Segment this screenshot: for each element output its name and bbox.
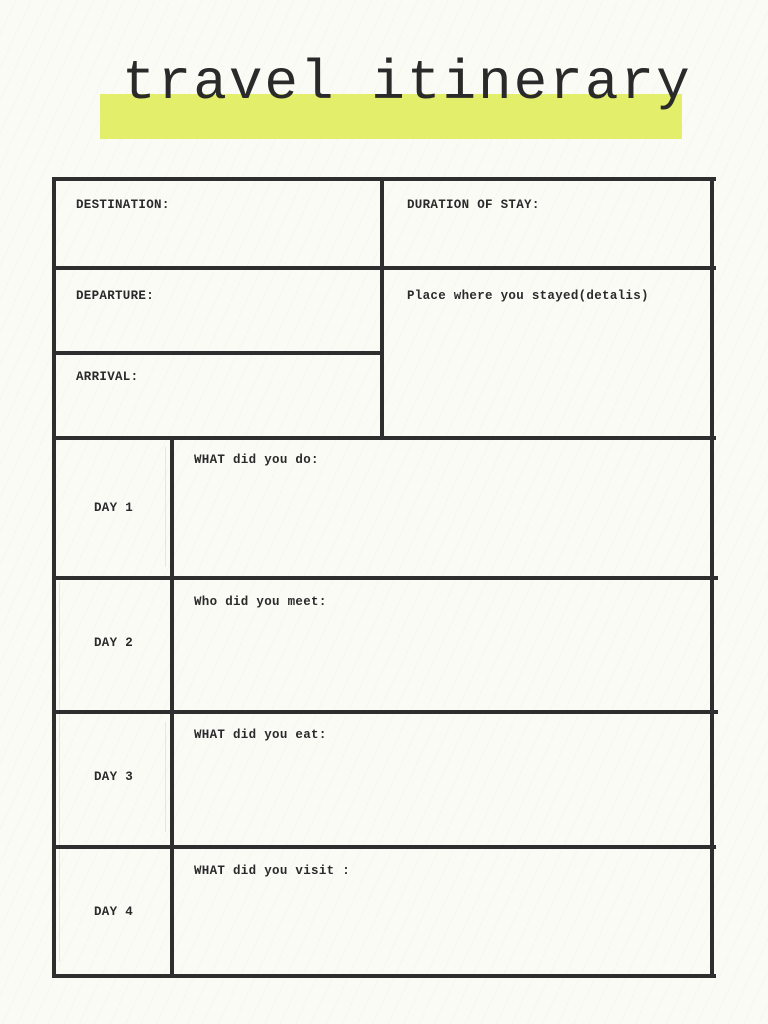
- day-prompt: Who did you meet:: [194, 595, 327, 609]
- destination-field[interactable]: [56, 217, 380, 266]
- form-border-top: [52, 177, 716, 181]
- form-border-bottom: [52, 974, 716, 978]
- page-title: travel itinerary: [122, 51, 692, 115]
- place-stayed-label: Place where you stayed(detalis): [407, 289, 649, 303]
- destination-label: DESTINATION:: [76, 198, 170, 212]
- day-label: DAY 4: [94, 905, 134, 919]
- duration-label: DURATION OF STAY:: [407, 198, 540, 212]
- day-label: DAY 3: [94, 770, 134, 784]
- row-divider-1: [52, 266, 716, 270]
- itinerary-form: [52, 177, 716, 978]
- row-divider-3: [52, 436, 716, 440]
- arrival-field[interactable]: [56, 389, 380, 436]
- arrival-label: ARRIVAL:: [76, 370, 139, 384]
- departure-label: DEPARTURE:: [76, 289, 155, 303]
- duration-field[interactable]: [384, 217, 710, 266]
- day-prompt: WHAT did you do:: [194, 453, 319, 467]
- row-divider-2: [52, 351, 384, 355]
- place-stayed-field[interactable]: [384, 307, 710, 436]
- day-label: DAY 1: [94, 501, 134, 515]
- day-divider-3: [52, 845, 716, 849]
- day-prompt: WHAT did you visit :: [194, 864, 351, 878]
- day-4-field[interactable]: [174, 883, 710, 974]
- faint-guide: [165, 447, 166, 567]
- day-prompt: WHAT did you eat:: [194, 728, 327, 742]
- day-label: DAY 2: [94, 636, 134, 650]
- day-3-field[interactable]: [174, 748, 710, 845]
- day-1-field[interactable]: [174, 473, 710, 576]
- faint-guide: [165, 722, 166, 832]
- departure-field[interactable]: [56, 307, 380, 351]
- day-2-field[interactable]: [174, 615, 710, 710]
- day-divider-2: [52, 710, 718, 714]
- day-divider-1: [52, 576, 718, 580]
- faint-guide: [59, 582, 60, 962]
